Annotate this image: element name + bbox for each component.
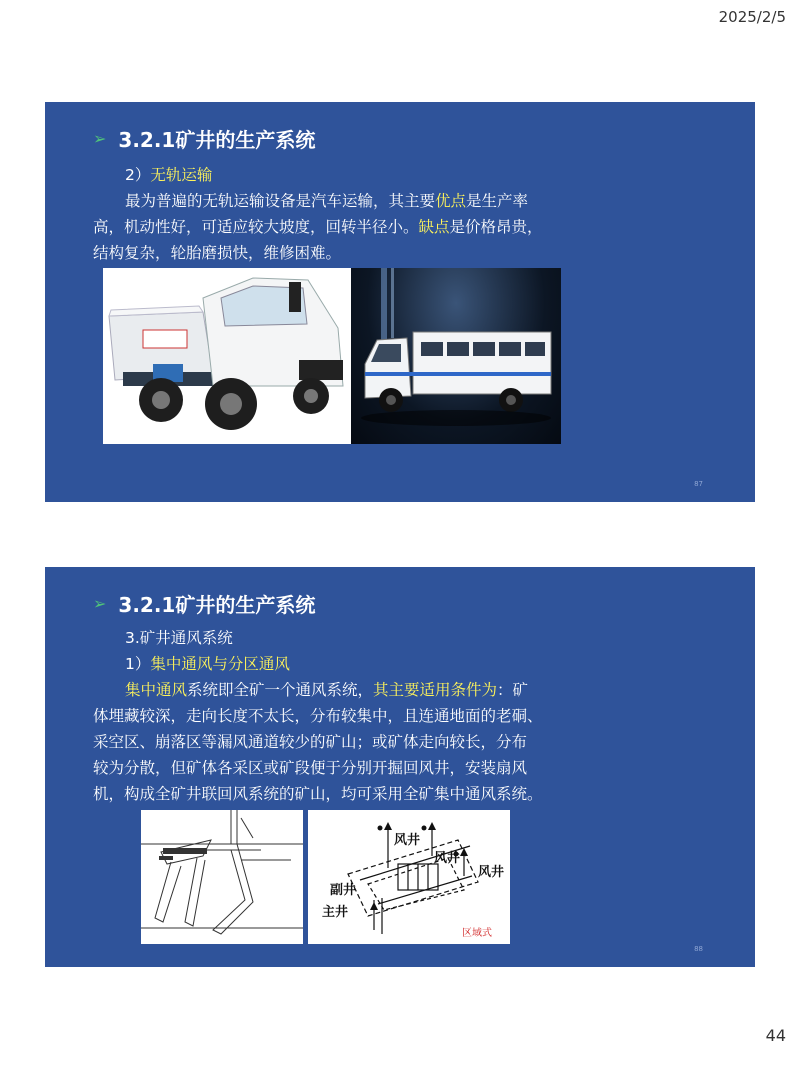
- subheading: 2）无轨运输: [125, 166, 213, 184]
- slide-title: 3.2.1矿井的生产系统: [118, 593, 316, 617]
- auxiliary-shaft-label: 副井: [330, 883, 357, 898]
- paragraph-line-4: 较为分散，但矿体各采区或矿段便于分别开掘回风井，安装扇风: [93, 759, 528, 777]
- diagram-caption: 区域式: [462, 928, 492, 939]
- slide-number: 87: [694, 480, 703, 488]
- slide-87: [45, 102, 755, 502]
- vent-shaft-label-1: 风井: [394, 833, 421, 848]
- arrow-bullet-icon: ➢: [93, 594, 107, 613]
- personnel-carrier-photo: [351, 268, 561, 444]
- slide-title-row: [93, 589, 315, 618]
- slide-title: 3.2.1矿井的生产系统: [118, 128, 316, 152]
- slide-number: 88: [694, 945, 703, 953]
- section-heading: 3.矿井通风系统: [125, 629, 233, 647]
- paragraph-line-1: 最为普遍的无轨运输设备是汽车运输，其主要优点是生产率: [125, 192, 529, 210]
- zoned-ventilation-diagram: [308, 810, 510, 944]
- paragraph-line-3: 结构复杂，轮胎磨损快，维修困难。: [93, 244, 342, 262]
- vent-shaft-label-2: 风井: [434, 851, 461, 866]
- print-date: 2025/2/5: [718, 8, 786, 26]
- page-number: 44: [765, 1026, 786, 1045]
- subheading: 1）集中通风与分区通风: [125, 655, 290, 673]
- main-shaft-label: 主井: [322, 905, 349, 920]
- paragraph-line-2: 体埋藏较深，走向长度不太长，分布较集中，且连通地面的老硐、: [93, 707, 543, 725]
- paragraph-line-3: 采空区、崩落区等漏风通道较少的矿山；或矿体走向较长，分布: [93, 733, 528, 751]
- mine-layout-diagram: [141, 810, 303, 944]
- dump-truck-photo: [103, 268, 351, 444]
- arrow-bullet-icon: ➢: [93, 129, 107, 148]
- slide-88: [45, 567, 755, 967]
- paragraph-line-1: 集中通风系统即全矿一个通风系统，其主要适用条件为：矿: [125, 681, 529, 699]
- paragraph-line-2: 高，机动性好，可适应较大坡度，回转半径小。缺点是价格昂贵，: [93, 218, 543, 236]
- vent-shaft-label-3: 风井: [478, 865, 505, 880]
- paragraph-line-5: 机，构成全矿井联回风系统的矿山，均可采用全矿集中通风系统。: [93, 785, 543, 803]
- slide-title-row: [93, 124, 315, 153]
